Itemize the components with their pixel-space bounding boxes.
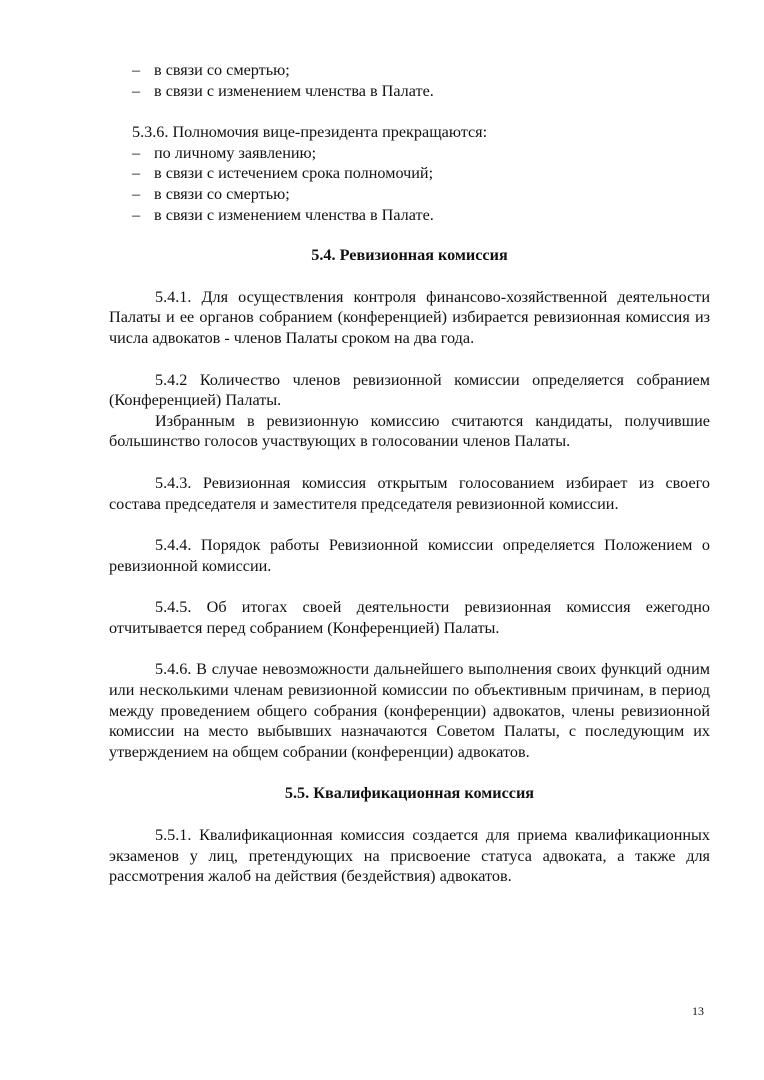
clause-5-4-3: 5.4.3. Ревизионная комиссия открытым голосованием избирает из своего состава председателя и заместителя председателя ревизионной комиссии. [109,473,710,513]
dash-marker: – [132,61,141,79]
dash-marker: – [132,164,141,183]
page-number: 13 [692,1004,704,1018]
clause-5-3-6: 5.3.6. Полномочия вице-президента прекращаются: [132,123,488,142]
list-item-text: в связи со смертью; [154,184,290,203]
clause-5-4-2: 5.4.2 Количество членов ревизионной комиссии определяется собранием (Конференцией) Палаты. [109,370,710,410]
termination-list-continued [109,60,710,101]
dash-marker: – [132,143,141,162]
dash-marker: – [132,81,141,100]
clause-5-5-1: 5.5.1. Квалификационная комиссия создается для приема квалификационных экзаменов у лиц, претендующих на присвоение статуса адвоката, а также для рассмотрения жалоб на действия (бездействия) адвокатов. [109,826,710,886]
list-item [109,184,710,205]
dash-marker: – [132,205,141,224]
list-item-text: в связи с изменением членства в Палате. [154,205,434,224]
list-item-text: в связи с изменением членства в Палате. [154,81,434,100]
list-item [109,60,710,81]
list-item [109,163,710,184]
clause-5-4-6: 5.4.6. В случае невозможности дальнейшего выполнения своих функций одним или несколькими членам ревизионной комиссии по объективным причинам, в период между проведением общего собрания (конференции) адвокатов, члены ревизионной комиссии на место выбывших назначаются Советом Палаты, с последующим их утверждением на общем собрании (конференции) адвокатов. [109,660,710,761]
list-item [109,143,710,164]
clause-5-4-1: 5.4.1. Для осуществления контроля финансово-хозяйственной деятельности Палаты и ее органов собранием (конференцией) избирается ревизионная комиссия из числа адвокатов - членов Палаты сроком на два года. [109,287,710,347]
section-heading-5-5: 5.5. Квалификационная комиссия [284,784,535,803]
clause-5-4-2-elected: Избранным в ревизионную комиссию считаются кандидаты, получившие большинство голосов участвующих в голосовании членов Палаты. [109,411,710,451]
section-heading-5-4: 5.4. Ревизионная комиссия [311,246,508,265]
clause-5-4-5: 5.4.5. Об итогах своей деятельности ревизионная комиссия ежегодно отчитывается перед собранием (Конференцией) Палаты. [109,598,710,637]
clause-5-4-4: 5.4.4. Порядок работы Ревизионной комиссии определяется Положением о ревизионной комиссии. [109,536,710,575]
dash-marker: – [132,184,141,203]
list-item [109,81,710,102]
list-item-text: в связи со смертью; [154,61,290,79]
document-page [109,60,710,887]
list-item [109,205,710,226]
list-item-text: в связи с истечением срока полномочий; [154,164,434,183]
vice-president-termination [109,122,710,225]
list-item-text: по личному заявлению; [154,143,317,162]
